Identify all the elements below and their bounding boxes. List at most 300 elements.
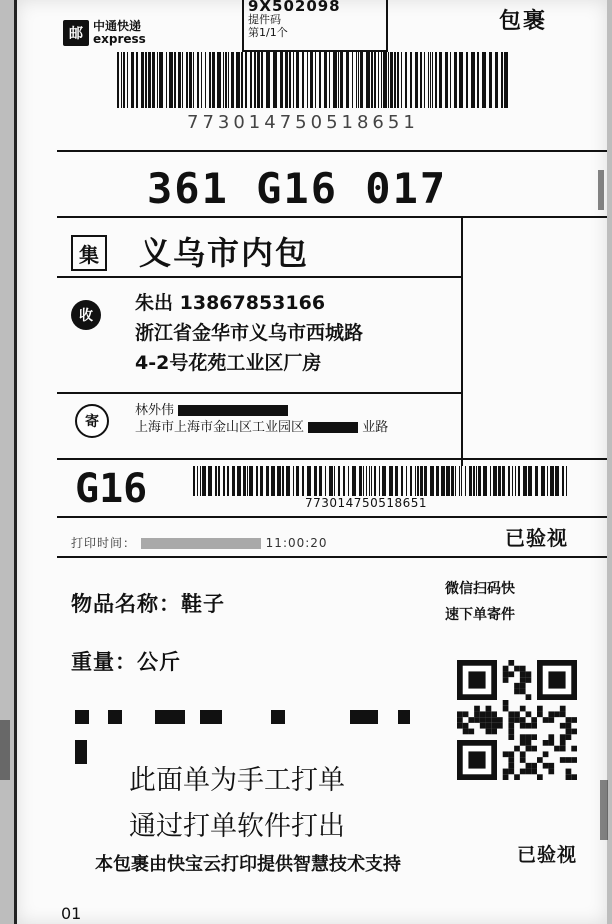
barcode-bar <box>174 52 176 108</box>
qr-module <box>526 734 532 740</box>
barcode-bar <box>189 52 192 108</box>
barcode-bar <box>254 52 256 108</box>
barcode-bar <box>406 466 407 496</box>
barcode-bar <box>273 52 277 108</box>
barcode-bar <box>348 466 349 496</box>
qr-module <box>503 769 509 775</box>
barcode-bar <box>141 52 144 108</box>
barcode-bar <box>296 52 299 108</box>
masked-info-row <box>75 706 410 725</box>
barcode-bar <box>390 52 393 108</box>
barcode-bar <box>555 466 559 496</box>
barcode-bar <box>369 466 370 496</box>
barcode-bar <box>293 52 294 108</box>
qr-module <box>560 757 566 763</box>
qr-module <box>560 740 566 746</box>
qr-module <box>531 717 537 723</box>
barcode-bar <box>417 466 419 496</box>
qr-module <box>548 734 554 740</box>
qr-module <box>543 740 549 746</box>
parcel-title: 包裹 <box>499 9 548 34</box>
barcode-bar <box>410 52 412 108</box>
qr-module <box>491 723 497 729</box>
barcode-bar <box>245 52 247 108</box>
sender-icon: 寄 <box>75 404 109 438</box>
qr-module <box>520 671 526 677</box>
qr-module <box>526 746 532 752</box>
barcode-bar <box>388 52 389 108</box>
barcode-bar <box>166 52 167 108</box>
barcode-bar <box>200 466 201 496</box>
barcode-bar <box>319 52 321 108</box>
sender-address: 上海市上海市金山区工业园区 <box>135 420 305 435</box>
barcode-bar <box>237 466 241 496</box>
barcode-bar <box>280 52 283 108</box>
qr-module <box>520 666 526 672</box>
barcode-bar <box>346 52 349 108</box>
barcode-bar <box>249 466 253 496</box>
barcode-bar <box>232 466 235 496</box>
pickup-value: 第1/1个 <box>248 26 288 39</box>
qr-module <box>526 671 532 677</box>
qr-module <box>526 769 532 775</box>
inspected-stamp-top: 已验视 <box>505 526 568 550</box>
masked-info-row-2 <box>75 740 87 764</box>
logo-line-2: express <box>93 32 146 46</box>
barcode-bar <box>223 52 224 108</box>
recipient-phone: 13867853166 <box>179 292 326 314</box>
qr-module <box>491 711 497 717</box>
barcode-bar <box>566 466 567 496</box>
qr-module <box>571 774 577 780</box>
top-code: 9X502098 <box>248 0 341 15</box>
qr-module <box>468 729 474 735</box>
barcode-bar <box>379 466 380 496</box>
barcode-bar <box>260 466 263 496</box>
barcode-bar <box>205 52 206 108</box>
item-name-value: 鞋子 <box>181 592 225 616</box>
barcode-bar <box>394 52 396 108</box>
qr-module <box>548 763 554 769</box>
weight-label: 重量： <box>71 650 137 674</box>
barcode-bar <box>432 52 433 108</box>
barcode-bar <box>455 466 456 496</box>
barcode-bar <box>302 466 304 496</box>
qr-module <box>531 769 537 775</box>
barcode-bar <box>469 466 472 496</box>
qr-module <box>491 729 497 735</box>
barcode-bar <box>436 466 439 496</box>
barcode-bar <box>401 52 402 108</box>
station-code: G16 <box>75 466 148 512</box>
print-time-value: 11:00:20 <box>265 536 328 550</box>
barcode-bar <box>363 466 364 496</box>
qr-module <box>497 717 503 723</box>
barcode-bar <box>466 52 468 108</box>
qr-module <box>537 711 543 717</box>
qr-module <box>520 683 526 689</box>
barcode-bar <box>307 466 311 496</box>
barcode-bar <box>550 466 554 496</box>
qr-module <box>520 740 526 746</box>
qr-module <box>560 706 566 712</box>
qr-module <box>508 729 514 735</box>
shipping-label <box>14 0 607 924</box>
barcode-bar <box>257 52 260 108</box>
qr-module <box>571 746 577 752</box>
qr-module <box>526 763 532 769</box>
barcode-bar <box>397 52 399 108</box>
barcode-bar <box>121 52 122 108</box>
barcode-bar <box>208 466 212 496</box>
barcode-bar <box>289 52 291 108</box>
barcode-bar <box>236 52 240 108</box>
barcode-bar <box>451 466 454 496</box>
qr-module <box>508 723 514 729</box>
barcode-bar <box>271 466 275 496</box>
barcode-bar <box>117 52 119 108</box>
edge-speckle <box>0 720 10 780</box>
item-name-row <box>71 588 225 618</box>
qr-module <box>520 751 526 757</box>
recipient-name: 朱出 <box>135 292 174 314</box>
qr-module <box>480 711 486 717</box>
qr-module <box>526 723 532 729</box>
barcode-bar <box>428 52 429 108</box>
qr-module <box>520 677 526 683</box>
qr-module <box>480 723 486 729</box>
barcode-bar <box>366 52 370 108</box>
barcode-bar <box>489 52 492 108</box>
barcode-bar <box>250 52 252 108</box>
qr-module <box>474 717 480 723</box>
qr-module <box>548 711 554 717</box>
qr-module <box>486 706 492 712</box>
qr-module <box>537 757 543 763</box>
barcode-bar <box>127 52 128 108</box>
barcode-bar <box>395 466 398 496</box>
barcode-bar <box>338 466 340 496</box>
logo-line-1: 中通快递 <box>93 19 142 33</box>
qr-module <box>548 769 554 775</box>
barcode-bar <box>307 52 308 108</box>
print-time-label: 打印时间： <box>71 536 137 550</box>
barcode-bar <box>465 466 466 496</box>
manual-note-1: 此面单为手工打单 <box>129 765 345 796</box>
barcode-bar <box>329 52 330 108</box>
barcode-bar <box>381 52 382 108</box>
qr-module <box>491 717 497 723</box>
qr-module <box>503 774 509 780</box>
qr-module <box>508 717 514 723</box>
barcode-bar <box>490 466 491 496</box>
barcode-bar <box>383 52 387 108</box>
qr-module <box>486 729 492 735</box>
qr-module <box>463 729 469 735</box>
barcode-bar <box>285 52 288 108</box>
barcode-bar <box>186 52 188 108</box>
qr-module <box>503 671 509 677</box>
qr-module <box>571 757 577 763</box>
weight-unit: 公斤 <box>137 650 181 674</box>
barcode-bar <box>152 52 155 108</box>
barcode-bar <box>310 52 313 108</box>
qr-module <box>566 769 572 775</box>
sender-name: 林外伟 <box>135 403 175 418</box>
barcode-bar <box>410 466 412 496</box>
inspected-stamp-bottom: 已验视 <box>517 844 578 866</box>
qr-module <box>508 751 514 757</box>
qr-module <box>520 734 526 740</box>
barcode-bar <box>159 52 163 108</box>
qr-module <box>548 717 554 723</box>
qr-module <box>520 757 526 763</box>
qr-caption-2: 速下单寄件 <box>445 607 515 623</box>
qr-module <box>520 706 526 712</box>
receiver-icon: 收 <box>71 300 101 330</box>
qr-module <box>474 711 480 717</box>
qr-module <box>560 734 566 740</box>
qr-module <box>520 689 526 695</box>
qr-module <box>457 717 463 723</box>
barcode-bar <box>169 52 173 108</box>
barcode-bar <box>325 466 326 496</box>
sender-block <box>135 402 435 436</box>
qr-module <box>457 711 463 717</box>
barcode-bar <box>446 466 450 496</box>
qr-caption <box>445 576 515 628</box>
barcode-bar <box>201 52 202 108</box>
barcode-bar <box>266 52 270 108</box>
barcode-bar <box>374 52 376 108</box>
barcode-bar <box>454 52 457 108</box>
barcode-number-faded: 773014750518651 <box>187 112 419 133</box>
barcode-bar <box>430 466 434 496</box>
sender-address-tail: 业路 <box>362 420 389 435</box>
pickup-code-box <box>242 0 388 52</box>
barcode-bar <box>215 466 217 496</box>
barcode-bar <box>197 52 199 108</box>
qr-module <box>543 751 549 757</box>
barcode-bar <box>340 52 343 108</box>
barcode-bar <box>459 52 463 108</box>
courier-logo-text <box>93 20 146 46</box>
barcode-bar <box>523 466 527 496</box>
support-text: 本包裹由快宝云打印提供智慧技术支持 <box>95 854 401 875</box>
barcode-bar <box>541 466 545 496</box>
barcode-bar <box>498 466 501 496</box>
qr-module <box>503 666 509 672</box>
barcode-bar <box>441 466 445 496</box>
barcode-bar <box>334 466 335 496</box>
barcode-bar <box>477 52 479 108</box>
barcode-bar <box>476 466 477 496</box>
qr-module <box>526 677 532 683</box>
barcode-bar <box>502 466 505 496</box>
qr-module <box>566 757 572 763</box>
recipient-address-2: 4-2号花苑工业区厂房 <box>135 352 322 374</box>
barcode-bar <box>420 466 423 496</box>
barcode-bar <box>302 52 304 108</box>
qr-module <box>474 706 480 712</box>
barcode-bar <box>430 52 431 108</box>
barcode-bar <box>218 466 220 496</box>
qr-module <box>463 711 469 717</box>
qr-finder <box>468 751 485 768</box>
qr-module <box>560 746 566 752</box>
barcode-bar <box>356 52 357 108</box>
qr-module <box>508 734 514 740</box>
barcode-bar <box>359 466 362 496</box>
qr-module <box>571 717 577 723</box>
qr-module <box>548 740 554 746</box>
qr-module <box>531 763 537 769</box>
barcode-bar <box>515 466 516 496</box>
barcode-bar <box>389 466 393 496</box>
barcode-bar <box>371 466 372 496</box>
qr-module <box>520 723 526 729</box>
barcode-bar <box>405 52 407 108</box>
barcode-bar <box>209 52 211 108</box>
qr-module <box>560 723 566 729</box>
barcode-bar <box>217 52 221 108</box>
qr-module <box>508 671 514 677</box>
ji-badge: 集 <box>71 235 107 271</box>
qr-module <box>503 751 509 757</box>
barcode-bar <box>319 466 322 496</box>
barcode-bar <box>193 466 195 496</box>
qr-module <box>526 694 532 700</box>
qr-finder <box>468 671 485 688</box>
qr-module <box>571 729 577 735</box>
barcode-bar <box>277 466 281 496</box>
barcode-bar <box>473 466 475 496</box>
barcode-bar <box>324 52 327 108</box>
barcode-bar <box>528 466 532 496</box>
barcode-bar <box>247 466 248 496</box>
edge-speckle <box>598 170 604 210</box>
qr-module <box>526 711 532 717</box>
qr-module <box>566 774 572 780</box>
qr-module <box>537 706 543 712</box>
sort-code: 361 G16 017 <box>147 164 448 213</box>
qr-module <box>560 711 566 717</box>
barcode-bar <box>478 466 481 496</box>
qr-module <box>566 723 572 729</box>
barcode-bar <box>136 52 138 108</box>
barcode-bar <box>123 52 125 108</box>
qr-module <box>554 746 560 752</box>
qr-module <box>514 666 520 672</box>
qr-module <box>531 723 537 729</box>
qr-module <box>514 717 520 723</box>
barcode-bar <box>360 52 363 108</box>
item-name-label: 物品名称： <box>71 592 181 616</box>
barcode-bar <box>148 52 151 108</box>
barcode-bar <box>483 466 487 496</box>
barcode-bar <box>378 52 379 108</box>
barcode-bar <box>343 466 345 496</box>
barcode-bar <box>352 466 356 496</box>
barcode-bar <box>420 52 422 108</box>
barcode-bar <box>415 466 416 496</box>
tracking-number: 773014750518651 <box>305 496 428 510</box>
qr-module <box>514 683 520 689</box>
barcode-bar <box>241 52 243 108</box>
qr-module <box>468 717 474 723</box>
barcode-bar <box>471 52 475 108</box>
recipient-address-1: 浙江省金华市义乌市西城路 <box>135 322 364 344</box>
barcode-bar <box>482 52 486 108</box>
barcode-bar <box>182 52 183 108</box>
qr-module <box>463 723 469 729</box>
qr-module <box>480 717 486 723</box>
qr-module <box>503 700 509 706</box>
qr-module <box>497 723 503 729</box>
barcode-bar <box>415 52 418 108</box>
qr-module <box>486 723 492 729</box>
barcode-bar <box>366 466 367 496</box>
barcode-bar <box>493 466 497 496</box>
qr-module <box>486 711 492 717</box>
pickup-label: 提件码 <box>248 13 281 26</box>
qr-module <box>543 763 549 769</box>
qr-module <box>520 769 526 775</box>
barcode-bar <box>228 52 229 108</box>
page-number: 01 <box>61 904 82 923</box>
barcode-bar <box>157 52 158 108</box>
barcode-bar <box>282 466 284 496</box>
barcode-bar <box>296 466 299 496</box>
qr-module <box>514 746 520 752</box>
barcode-bar <box>231 52 234 108</box>
barcode-bar <box>256 466 258 496</box>
qr-module <box>457 723 463 729</box>
barcode-bar <box>266 466 269 496</box>
barcode-bar <box>131 52 134 108</box>
qr-module <box>537 774 543 780</box>
barcode-bar <box>508 466 510 496</box>
qr-module <box>508 763 514 769</box>
qr-code <box>457 660 577 780</box>
barcode-bar <box>358 52 359 108</box>
barcode-bar <box>338 52 339 108</box>
print-time-line <box>71 534 328 551</box>
destination-name: 义乌市内包 <box>139 234 310 272</box>
barcode-bar <box>197 466 198 496</box>
barcode-bar <box>461 466 462 496</box>
qr-module <box>514 774 520 780</box>
qr-module <box>531 746 537 752</box>
barcode-bar <box>212 52 215 108</box>
barcode-bar <box>286 466 290 496</box>
qr-module <box>526 740 532 746</box>
qr-finder <box>548 671 565 688</box>
barcode-bar <box>374 466 376 496</box>
qr-module <box>508 769 514 775</box>
weight-row <box>71 646 181 676</box>
qr-module <box>503 706 509 712</box>
barcode-bar <box>329 466 333 496</box>
qr-module <box>486 717 492 723</box>
barcode-bar <box>504 52 508 108</box>
qr-module <box>566 729 572 735</box>
barcode-bar <box>145 52 147 108</box>
barcode-bar <box>518 466 520 496</box>
qr-module <box>566 734 572 740</box>
qr-module <box>508 757 514 763</box>
barcode-bar <box>501 52 503 108</box>
